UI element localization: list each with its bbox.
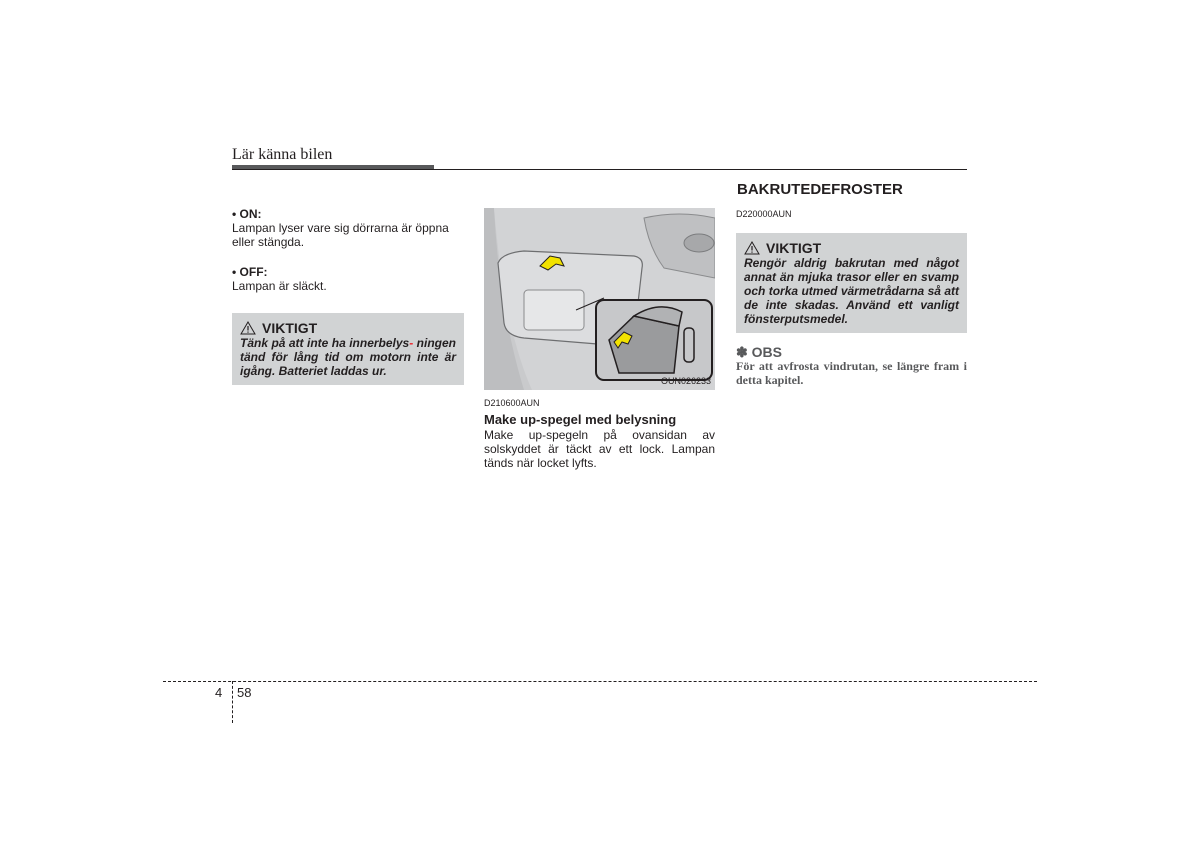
- header-rule: [232, 169, 967, 170]
- section-code: D220000AUN: [736, 209, 792, 219]
- page-header-title: Lär känna bilen: [232, 146, 333, 163]
- warning-text: Rengör aldrig bakrutan med något annat än mjuka trasor eller en svamp och torka utmed värmetrådarna så att de inte skadas. Använd ett vanligt fönsterputsmedel.: [744, 256, 959, 326]
- warning-text: Tänk på att inte ha innerbelys- ningen tänd för lång tid om motorn inte är igång. Batteriet laddas ur.: [240, 336, 456, 378]
- column-right: [736, 181, 967, 387]
- warning-title: VIKTIGT: [262, 320, 318, 336]
- footer-divider: [232, 681, 233, 723]
- warning-triangle-icon: [240, 321, 256, 335]
- note-text: För att avfrosta vindrutan, se längre fram i detta kapitel.: [736, 359, 967, 387]
- off-label: • OFF:: [232, 265, 268, 279]
- section-heading: Make up-spegel med belysning: [484, 412, 677, 427]
- on-label: • ON:: [232, 207, 262, 221]
- section-code: D210600AUN: [484, 398, 540, 408]
- vanity-mirror-illustration: [484, 208, 715, 390]
- on-description: Lampan lyser vare sig dörrarna är öppna eller stängda.: [232, 221, 449, 249]
- section-text: Make up-spegeln på ovansidan av solskyddet är täckt av ett lock. Lampan tänds när locket lyfts.: [484, 428, 715, 470]
- off-description: Lampan är släckt.: [232, 279, 327, 293]
- column-middle: [484, 208, 715, 470]
- warning-box-rear-window: [736, 233, 967, 333]
- figure-caption: OUN026233: [660, 376, 711, 386]
- footer-rule: [163, 681, 1037, 682]
- note-title: ✽ OBS: [736, 344, 782, 360]
- warning-box-interior-light: [232, 313, 464, 385]
- warning-title: VIKTIGT: [766, 240, 822, 256]
- warning-triangle-icon: [744, 241, 760, 255]
- section-title-rear-defroster: BAKRUTEDEFROSTER: [737, 181, 903, 198]
- column-left: [232, 207, 464, 385]
- sun-visor-drawing: [484, 208, 715, 390]
- chapter-number: 4: [215, 685, 223, 700]
- page-number: 58: [237, 685, 252, 700]
